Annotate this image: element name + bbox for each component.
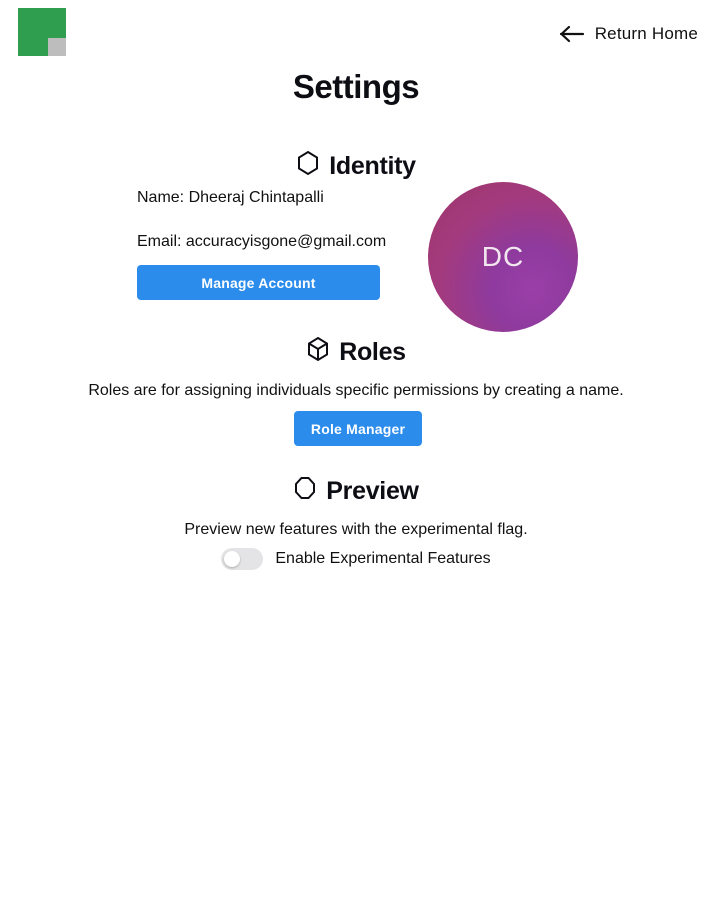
toggle-knob (224, 551, 240, 567)
preview-section-header (0, 475, 712, 508)
return-home-label: Return Home (594, 24, 698, 43)
roles-section-header (0, 336, 712, 369)
cube-icon (306, 336, 330, 369)
identity-email: Email: accuracyisgone@gmail.com (137, 233, 387, 250)
identity-name: Name: Dheeraj Chintapalli (137, 189, 324, 206)
arrow-left-icon (559, 24, 585, 44)
app-logo-mark (18, 8, 66, 56)
roles-description: Roles are for assigning individuals specific permissions by creating a name. (88, 382, 624, 399)
experimental-features-toggle[interactable] (221, 548, 263, 570)
identity-heading: Identity (329, 152, 416, 180)
return-home-link[interactable] (559, 24, 698, 44)
preview-description: Preview new features with the experimental flag. (184, 521, 528, 538)
preview-heading: Preview (326, 477, 419, 505)
octagon-icon (293, 475, 317, 508)
avatar-initials: DC (481, 241, 525, 272)
experimental-features-row (0, 548, 712, 570)
hexagon-icon (296, 150, 320, 183)
role-manager-button[interactable]: Role Manager (294, 411, 422, 446)
roles-heading: Roles (339, 338, 406, 366)
page-title: Settings (292, 68, 420, 105)
logo-gray-square (48, 38, 66, 56)
manage-account-button[interactable]: Manage Account (137, 265, 380, 300)
avatar (428, 182, 578, 332)
identity-section-header (0, 150, 712, 183)
experimental-features-label: Enable Experimental Features (275, 550, 491, 567)
